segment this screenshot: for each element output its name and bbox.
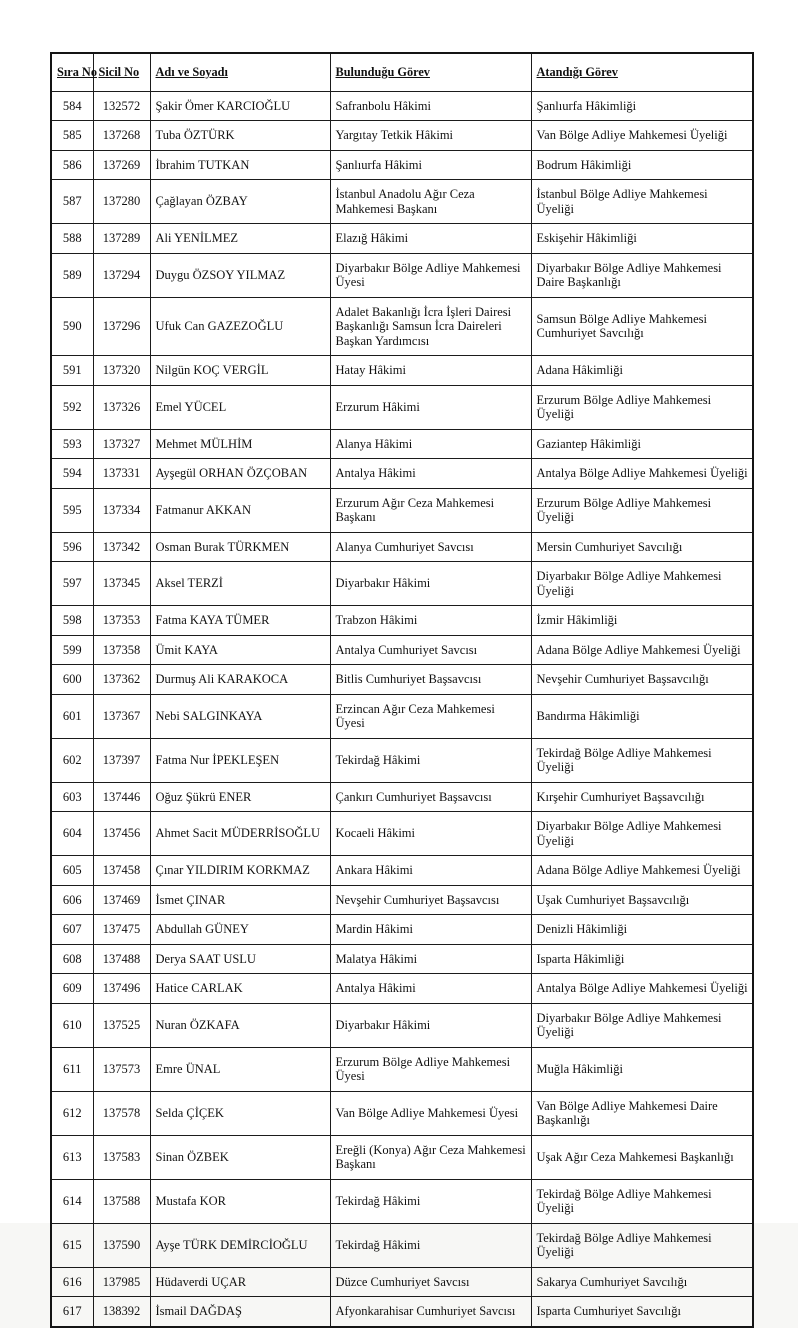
cell-sicil-no: 137590 — [93, 1223, 150, 1267]
cell-sira-no: 607 — [51, 915, 93, 945]
table-row — [51, 488, 753, 532]
cell-adi-soyadi: Emel YÜCEL — [150, 385, 330, 429]
cell-atandigi-gorev: Van Bölge Adliye Mahkemesi Üyeliği — [531, 121, 753, 151]
column-header-sicil-no: Sicil No — [93, 53, 150, 91]
cell-adi-soyadi: Duygu ÖZSOY YILMAZ — [150, 253, 330, 297]
cell-sira-no: 604 — [51, 812, 93, 856]
cell-sicil-no: 137446 — [93, 782, 150, 812]
cell-adi-soyadi: Çağlayan ÖZBAY — [150, 180, 330, 224]
cell-atandigi-gorev: Tekirdağ Bölge Adliye Mahkemesi Üyeliği — [531, 1179, 753, 1223]
cell-adi-soyadi: Osman Burak TÜRKMEN — [150, 532, 330, 562]
cell-adi-soyadi: Fatma Nur İPEKLEŞEN — [150, 738, 330, 782]
cell-adi-soyadi: İbrahim TUTKAN — [150, 150, 330, 180]
cell-sira-no: 614 — [51, 1179, 93, 1223]
cell-sicil-no: 137985 — [93, 1267, 150, 1297]
table-row — [51, 224, 753, 254]
cell-adi-soyadi: Nilgün KOÇ VERGİL — [150, 356, 330, 386]
cell-bulundugu-gorev: Malatya Hâkimi — [330, 944, 531, 974]
cell-sicil-no: 137280 — [93, 180, 150, 224]
cell-adi-soyadi: Derya SAAT USLU — [150, 944, 330, 974]
cell-adi-soyadi: İsmet ÇINAR — [150, 885, 330, 915]
cell-sira-no: 613 — [51, 1135, 93, 1179]
cell-adi-soyadi: Durmuş Ali KARAKOCA — [150, 665, 330, 695]
cell-atandigi-gorev: Antalya Bölge Adliye Mahkemesi Üyeliği — [531, 974, 753, 1004]
table-row — [51, 297, 753, 356]
cell-adi-soyadi: Mehmet MÜLHİM — [150, 429, 330, 459]
cell-atandigi-gorev: Şanlıurfa Hâkimliği — [531, 91, 753, 121]
cell-adi-soyadi: Hatice CARLAK — [150, 974, 330, 1004]
cell-bulundugu-gorev: Alanya Hâkimi — [330, 429, 531, 459]
cell-adi-soyadi: Ufuk Can GAZEZOĞLU — [150, 297, 330, 356]
cell-sicil-no: 137331 — [93, 459, 150, 489]
table-row — [51, 121, 753, 151]
cell-sira-no: 585 — [51, 121, 93, 151]
cell-sicil-no: 137525 — [93, 1003, 150, 1047]
cell-sira-no: 593 — [51, 429, 93, 459]
cell-adi-soyadi: Hüdaverdi UÇAR — [150, 1267, 330, 1297]
cell-atandigi-gorev: Denizli Hâkimliği — [531, 915, 753, 945]
cell-sira-no: 609 — [51, 974, 93, 1004]
cell-sira-no: 610 — [51, 1003, 93, 1047]
cell-sira-no: 615 — [51, 1223, 93, 1267]
cell-bulundugu-gorev: Trabzon Hâkimi — [330, 606, 531, 636]
cell-sira-no: 584 — [51, 91, 93, 121]
cell-sira-no: 611 — [51, 1047, 93, 1091]
cell-adi-soyadi: Çınar YILDIRIM KORKMAZ — [150, 856, 330, 886]
table-row — [51, 974, 753, 1004]
cell-bulundugu-gorev: Şanlıurfa Hâkimi — [330, 150, 531, 180]
table-row — [51, 459, 753, 489]
cell-bulundugu-gorev: Hatay Hâkimi — [330, 356, 531, 386]
cell-adi-soyadi: Ali YENİLMEZ — [150, 224, 330, 254]
cell-sicil-no: 137334 — [93, 488, 150, 532]
cell-atandigi-gorev: Kırşehir Cumhuriyet Başsavcılığı — [531, 782, 753, 812]
cell-sira-no: 595 — [51, 488, 93, 532]
cell-sicil-no: 137342 — [93, 532, 150, 562]
cell-atandigi-gorev: Erzurum Bölge Adliye Mahkemesi Üyeliği — [531, 488, 753, 532]
cell-bulundugu-gorev: Nevşehir Cumhuriyet Başsavcısı — [330, 885, 531, 915]
cell-sicil-no: 137296 — [93, 297, 150, 356]
cell-sira-no: 600 — [51, 665, 93, 695]
cell-adi-soyadi: İsmail DAĞDAŞ — [150, 1297, 330, 1327]
cell-adi-soyadi: Ümit KAYA — [150, 635, 330, 665]
cell-sira-no: 596 — [51, 532, 93, 562]
cell-bulundugu-gorev: İstanbul Anadolu Ağır Ceza Mahkemesi Başkanı — [330, 180, 531, 224]
cell-sira-no: 603 — [51, 782, 93, 812]
table-row — [51, 532, 753, 562]
cell-bulundugu-gorev: Alanya Cumhuriyet Savcısı — [330, 532, 531, 562]
cell-bulundugu-gorev: Ankara Hâkimi — [330, 856, 531, 886]
cell-sira-no: 617 — [51, 1297, 93, 1327]
table-body — [51, 91, 753, 1327]
table-row — [51, 385, 753, 429]
cell-bulundugu-gorev: Bitlis Cumhuriyet Başsavcısı — [330, 665, 531, 695]
cell-atandigi-gorev: Isparta Cumhuriyet Savcılığı — [531, 1297, 753, 1327]
cell-bulundugu-gorev: Elazığ Hâkimi — [330, 224, 531, 254]
cell-sicil-no: 137578 — [93, 1091, 150, 1135]
cell-atandigi-gorev: Eskişehir Hâkimliği — [531, 224, 753, 254]
cell-sicil-no: 137320 — [93, 356, 150, 386]
cell-sicil-no: 137469 — [93, 885, 150, 915]
table-row — [51, 944, 753, 974]
cell-sicil-no: 137345 — [93, 562, 150, 606]
cell-adi-soyadi: Nebi SALGINKAYA — [150, 694, 330, 738]
column-header-adi-soyadi: Adı ve Soyadı — [150, 53, 330, 91]
cell-bulundugu-gorev: Erzincan Ağır Ceza Mahkemesi Üyesi — [330, 694, 531, 738]
cell-sicil-no: 137496 — [93, 974, 150, 1004]
cell-bulundugu-gorev: Antalya Hâkimi — [330, 974, 531, 1004]
cell-sicil-no: 137268 — [93, 121, 150, 151]
cell-atandigi-gorev: Samsun Bölge Adliye Mahkemesi Cumhuriyet Savcılığı — [531, 297, 753, 356]
table-row — [51, 782, 753, 812]
cell-sicil-no: 137326 — [93, 385, 150, 429]
cell-sicil-no: 137475 — [93, 915, 150, 945]
cell-atandigi-gorev: Muğla Hâkimliği — [531, 1047, 753, 1091]
cell-adi-soyadi: Emre ÜNAL — [150, 1047, 330, 1091]
cell-sicil-no: 137456 — [93, 812, 150, 856]
cell-bulundugu-gorev: Tekirdağ Hâkimi — [330, 1223, 531, 1267]
cell-atandigi-gorev: Tekirdağ Bölge Adliye Mahkemesi Üyeliği — [531, 738, 753, 782]
table-row — [51, 812, 753, 856]
cell-sicil-no: 137358 — [93, 635, 150, 665]
cell-adi-soyadi: Sinan ÖZBEK — [150, 1135, 330, 1179]
cell-sicil-no: 137327 — [93, 429, 150, 459]
column-header-atandigi-gorev: Atandığı Görev — [531, 53, 753, 91]
header-row — [51, 53, 753, 91]
table-row — [51, 562, 753, 606]
cell-bulundugu-gorev: Safranbolu Hâkimi — [330, 91, 531, 121]
cell-bulundugu-gorev: Çankırı Cumhuriyet Başsavcısı — [330, 782, 531, 812]
cell-bulundugu-gorev: Diyarbakır Bölge Adliye Mahkemesi Üyesi — [330, 253, 531, 297]
cell-atandigi-gorev: Diyarbakır Bölge Adliye Mahkemesi Üyeliği — [531, 1003, 753, 1047]
cell-atandigi-gorev: Bodrum Hâkimliği — [531, 150, 753, 180]
cell-bulundugu-gorev: Erzurum Hâkimi — [330, 385, 531, 429]
table-row — [51, 91, 753, 121]
cell-bulundugu-gorev: Kocaeli Hâkimi — [330, 812, 531, 856]
table-row — [51, 1297, 753, 1327]
cell-adi-soyadi: Şakir Ömer KARCIOĞLU — [150, 91, 330, 121]
cell-sira-no: 605 — [51, 856, 93, 886]
table-row — [51, 180, 753, 224]
table-row — [51, 635, 753, 665]
cell-atandigi-gorev: İzmir Hâkimliği — [531, 606, 753, 636]
cell-atandigi-gorev: Erzurum Bölge Adliye Mahkemesi Üyeliği — [531, 385, 753, 429]
table-row — [51, 1223, 753, 1267]
cell-bulundugu-gorev: Afyonkarahisar Cumhuriyet Savcısı — [330, 1297, 531, 1327]
cell-atandigi-gorev: Adana Hâkimliği — [531, 356, 753, 386]
cell-sicil-no: 137269 — [93, 150, 150, 180]
cell-sira-no: 589 — [51, 253, 93, 297]
cell-bulundugu-gorev: Antalya Cumhuriyet Savcısı — [330, 635, 531, 665]
cell-atandigi-gorev: Diyarbakır Bölge Adliye Mahkemesi Üyeliği — [531, 812, 753, 856]
table-row — [51, 606, 753, 636]
cell-atandigi-gorev: Gaziantep Hâkimliği — [531, 429, 753, 459]
table-row — [51, 1003, 753, 1047]
cell-sira-no: 616 — [51, 1267, 93, 1297]
cell-atandigi-gorev: Diyarbakır Bölge Adliye Mahkemesi Üyeliği — [531, 562, 753, 606]
cell-atandigi-gorev: Tekirdağ Bölge Adliye Mahkemesi Üyeliği — [531, 1223, 753, 1267]
cell-sira-no: 594 — [51, 459, 93, 489]
cell-sira-no: 597 — [51, 562, 93, 606]
column-header-sira-no: Sıra No — [51, 53, 93, 91]
table-row — [51, 1091, 753, 1135]
cell-bulundugu-gorev: Mardin Hâkimi — [330, 915, 531, 945]
table-row — [51, 1047, 753, 1091]
cell-sira-no: 598 — [51, 606, 93, 636]
cell-atandigi-gorev: Uşak Cumhuriyet Başsavcılığı — [531, 885, 753, 915]
cell-bulundugu-gorev: Antalya Hâkimi — [330, 459, 531, 489]
table-row — [51, 429, 753, 459]
cell-adi-soyadi: Nuran ÖZKAFA — [150, 1003, 330, 1047]
cell-adi-soyadi: Fatmanur AKKAN — [150, 488, 330, 532]
cell-atandigi-gorev: Uşak Ağır Ceza Mahkemesi Başkanlığı — [531, 1135, 753, 1179]
cell-atandigi-gorev: Bandırma Hâkimliği — [531, 694, 753, 738]
cell-sira-no: 606 — [51, 885, 93, 915]
cell-atandigi-gorev: Van Bölge Adliye Mahkemesi Daire Başkanlığı — [531, 1091, 753, 1135]
cell-adi-soyadi: Ayşegül ORHAN ÖZÇOBAN — [150, 459, 330, 489]
table-row — [51, 856, 753, 886]
cell-sicil-no: 138392 — [93, 1297, 150, 1327]
cell-sira-no: 612 — [51, 1091, 93, 1135]
cell-adi-soyadi: Selda ÇİÇEK — [150, 1091, 330, 1135]
cell-bulundugu-gorev: Düzce Cumhuriyet Savcısı — [330, 1267, 531, 1297]
cell-atandigi-gorev: Nevşehir Cumhuriyet Başsavcılığı — [531, 665, 753, 695]
cell-bulundugu-gorev: Tekirdağ Hâkimi — [330, 738, 531, 782]
cell-sicil-no: 137397 — [93, 738, 150, 782]
cell-sira-no: 592 — [51, 385, 93, 429]
cell-atandigi-gorev: İstanbul Bölge Adliye Mahkemesi Üyeliği — [531, 180, 753, 224]
cell-atandigi-gorev: Mersin Cumhuriyet Savcılığı — [531, 532, 753, 562]
cell-sicil-no: 137353 — [93, 606, 150, 636]
cell-sira-no: 601 — [51, 694, 93, 738]
table-row — [51, 738, 753, 782]
cell-adi-soyadi: Aksel TERZİ — [150, 562, 330, 606]
table-row — [51, 150, 753, 180]
cell-sira-no: 587 — [51, 180, 93, 224]
cell-adi-soyadi: Abdullah GÜNEY — [150, 915, 330, 945]
cell-sicil-no: 137488 — [93, 944, 150, 974]
table-row — [51, 356, 753, 386]
cell-bulundugu-gorev: Diyarbakır Hâkimi — [330, 1003, 531, 1047]
cell-sicil-no: 137588 — [93, 1179, 150, 1223]
cell-sira-no: 586 — [51, 150, 93, 180]
cell-sicil-no: 137294 — [93, 253, 150, 297]
cell-adi-soyadi: Fatma KAYA TÜMER — [150, 606, 330, 636]
cell-adi-soyadi: Oğuz Şükrü ENER — [150, 782, 330, 812]
cell-sira-no: 602 — [51, 738, 93, 782]
cell-bulundugu-gorev: Tekirdağ Hâkimi — [330, 1179, 531, 1223]
cell-adi-soyadi: Ahmet Sacit MÜDERRİSOĞLU — [150, 812, 330, 856]
cell-sira-no: 591 — [51, 356, 93, 386]
cell-sicil-no: 137362 — [93, 665, 150, 695]
cell-sicil-no: 137289 — [93, 224, 150, 254]
cell-adi-soyadi: Mustafa KOR — [150, 1179, 330, 1223]
column-header-bulundugu-gorev: Bulunduğu Görev — [330, 53, 531, 91]
cell-bulundugu-gorev: Yargıtay Tetkik Hâkimi — [330, 121, 531, 151]
cell-bulundugu-gorev: Adalet Bakanlığı İcra İşleri Dairesi Başkanlığı Samsun İcra Daireleri Başkan Yardımcısı — [330, 297, 531, 356]
cell-atandigi-gorev: Adana Bölge Adliye Mahkemesi Üyeliği — [531, 856, 753, 886]
table-row — [51, 1135, 753, 1179]
table-row — [51, 253, 753, 297]
appointments-table — [50, 52, 754, 1328]
cell-atandigi-gorev: Adana Bölge Adliye Mahkemesi Üyeliği — [531, 635, 753, 665]
cell-sicil-no: 137458 — [93, 856, 150, 886]
table-header — [51, 53, 753, 91]
cell-bulundugu-gorev: Ereğli (Konya) Ağır Ceza Mahkemesi Başkanı — [330, 1135, 531, 1179]
cell-sicil-no: 132572 — [93, 91, 150, 121]
cell-atandigi-gorev: Isparta Hâkimliği — [531, 944, 753, 974]
table-row — [51, 1179, 753, 1223]
cell-adi-soyadi: Tuba ÖZTÜRK — [150, 121, 330, 151]
cell-atandigi-gorev: Diyarbakır Bölge Adliye Mahkemesi Daire Başkanlığı — [531, 253, 753, 297]
cell-sira-no: 590 — [51, 297, 93, 356]
cell-bulundugu-gorev: Van Bölge Adliye Mahkemesi Üyesi — [330, 1091, 531, 1135]
table-row — [51, 885, 753, 915]
cell-bulundugu-gorev: Diyarbakır Hâkimi — [330, 562, 531, 606]
cell-adi-soyadi: Ayşe TÜRK DEMİRCİOĞLU — [150, 1223, 330, 1267]
cell-sicil-no: 137573 — [93, 1047, 150, 1091]
cell-atandigi-gorev: Antalya Bölge Adliye Mahkemesi Üyeliği — [531, 459, 753, 489]
cell-sicil-no: 137583 — [93, 1135, 150, 1179]
cell-bulundugu-gorev: Erzurum Bölge Adliye Mahkemesi Üyesi — [330, 1047, 531, 1091]
cell-sira-no: 608 — [51, 944, 93, 974]
cell-sira-no: 588 — [51, 224, 93, 254]
cell-sira-no: 599 — [51, 635, 93, 665]
cell-bulundugu-gorev: Erzurum Ağır Ceza Mahkemesi Başkanı — [330, 488, 531, 532]
cell-sicil-no: 137367 — [93, 694, 150, 738]
table-row — [51, 1267, 753, 1297]
table-row — [51, 665, 753, 695]
table-row — [51, 694, 753, 738]
table-row — [51, 915, 753, 945]
cell-atandigi-gorev: Sakarya Cumhuriyet Savcılığı — [531, 1267, 753, 1297]
